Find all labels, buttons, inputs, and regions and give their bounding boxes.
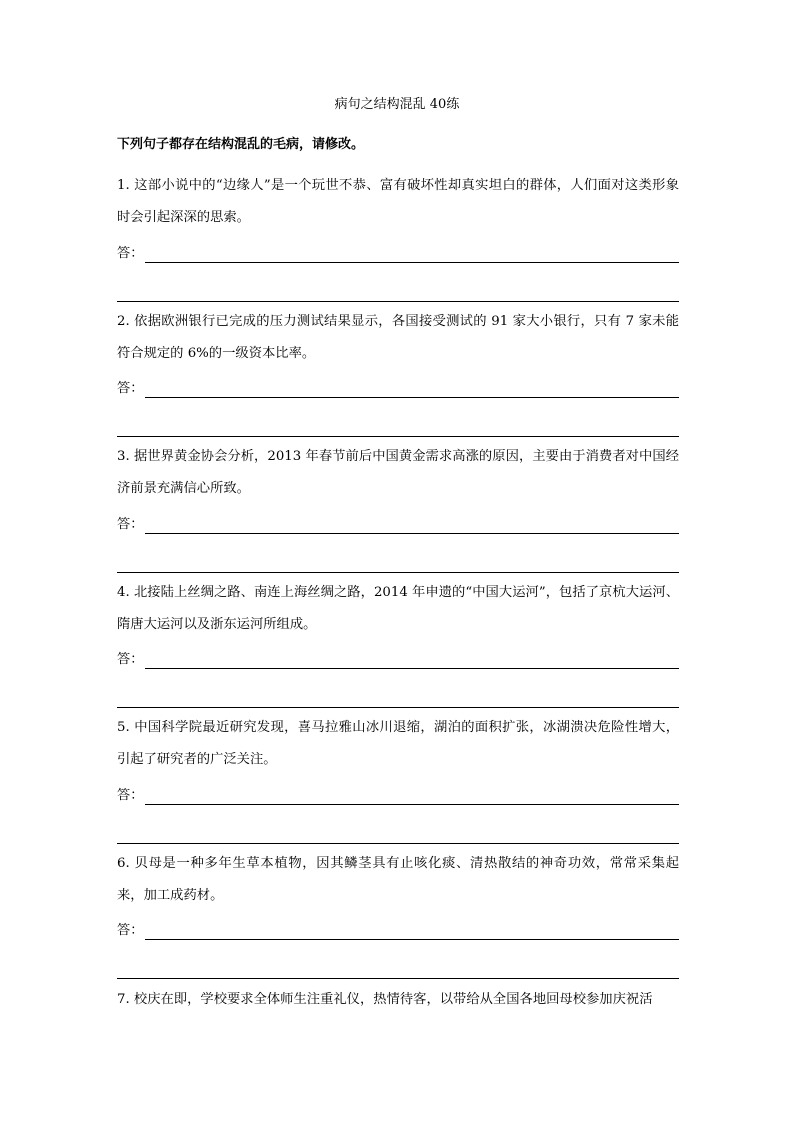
answer-label: 答： [117,246,144,261]
answer-row-5 [117,787,679,807]
answer-line[interactable] [117,843,679,844]
answer-row-4 [117,651,679,671]
question-5: 5. 中国科学院最近研究发现，喜马拉雅山冰川退缩，湖泊的面积扩张，冰湖溃决危险性增大，引起了研究者的广泛关注。 [117,720,679,767]
question-3: 3. 据世界黄金协会分析，2013 年春节前后中国黄金需求高涨的原因，主要由于消费者对中国经济前景充满信心所致。 [117,449,679,496]
page-title: 病句之结构混乱 40练 [334,97,460,112]
answer-row-6 [117,922,679,942]
answer-line[interactable] [117,572,679,573]
answer-row-1 [117,245,679,265]
answer-line[interactable] [145,397,679,398]
answer-line[interactable] [117,436,679,437]
question-4: 4. 北接陆上丝绸之路、南连上海丝绸之路，2014 年申遗的“中国大运河”，包括了京杭大运河、隋唐大运河以及浙东运河所组成。 [117,585,679,632]
answer-label: 答： [117,652,144,667]
answer-line[interactable] [117,978,679,979]
question-1: 1. 这部小说中的“边缘人”是一个玩世不恭、富有破坏性却真实坦白的群体，人们面对这类形象时会引起深深的思索。 [117,178,679,225]
answer-line[interactable] [145,939,679,940]
question-7: 7. 校庆在即，学校要求全体师生注重礼仪，热情待客，以带给从全国各地回母校参加庆祝活 [117,992,653,1007]
question-6: 6. 贝母是一种多年生草本植物，因其鳞茎具有止咳化痰、清热散结的神奇功效，常常采集起来，加工成药材。 [117,856,679,903]
question-2: 2. 依据欧洲银行已完成的压力测试结果显示，各国接受测试的 91 家大小银行，只有 7 家未能符合规定的 6%的一级资本比率。 [117,314,679,361]
answer-line[interactable] [145,262,679,263]
answer-line[interactable] [117,707,679,708]
answer-label: 答： [117,788,144,803]
answer-row-2 [117,380,679,400]
instruction-text: 下列句子都存在结构混乱的毛病，请修改。 [117,137,365,152]
answer-line[interactable] [145,668,679,669]
answer-line[interactable] [117,301,679,302]
answer-row-3 [117,516,679,536]
answer-line[interactable] [145,804,679,805]
answer-label: 答： [117,517,144,532]
answer-line[interactable] [145,533,679,534]
answer-label: 答： [117,381,144,396]
answer-label: 答： [117,923,144,938]
